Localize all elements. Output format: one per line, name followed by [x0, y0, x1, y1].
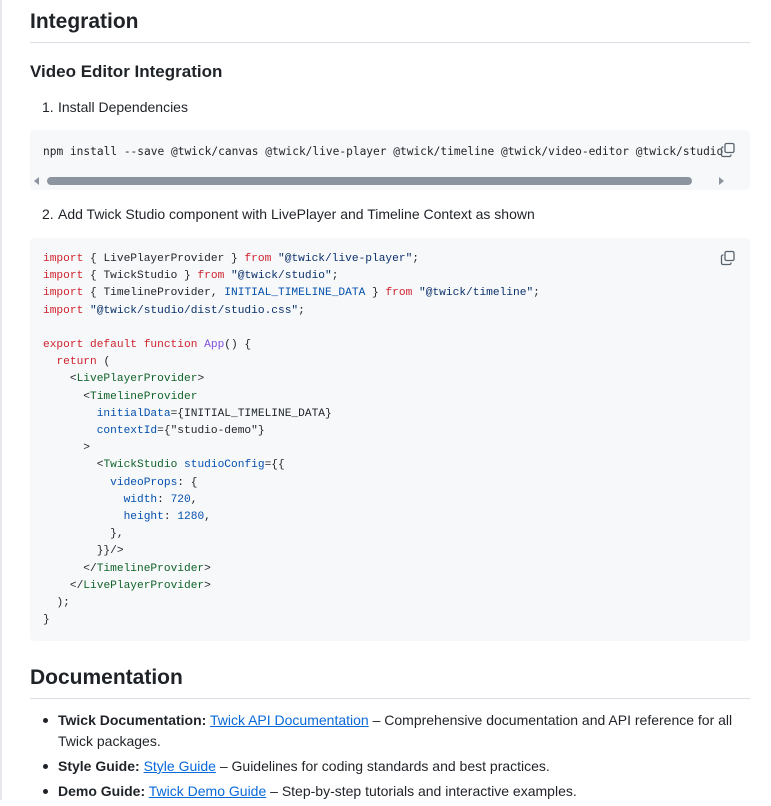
code-line: import { TimelineProvider, INITIAL_TIMELINE_DATA } from "@twick/timeline";: [43, 287, 540, 300]
scroll-left-arrow-icon[interactable]: [34, 177, 39, 185]
twick-demo-guide-link[interactable]: Twick Demo Guide: [148, 783, 267, 799]
video-editor-integration-heading: Video Editor Integration: [30, 62, 223, 81]
code-line: initialData={INITIAL_TIMELINE_DATA}: [96, 407, 332, 420]
doc-item-description: – Guidelines for coding standards and best practices.: [215, 758, 550, 774]
documentation-heading: Documentation: [30, 664, 750, 699]
code-line: >: [83, 442, 91, 455]
studio-code-block: [30, 238, 750, 641]
code-line: contextId={"studio-demo"}: [96, 425, 265, 438]
style-guide-link[interactable]: Style Guide: [143, 758, 216, 774]
code-line: );: [56, 597, 70, 610]
code-line: },: [110, 528, 124, 541]
code-line: </LivePlayerProvider>: [43, 579, 211, 592]
code-listing: [43, 251, 540, 629]
documentation-list: [30, 710, 750, 806]
code-line: import { LivePlayerProvider } from "@twick/live-player";: [43, 253, 420, 265]
copy-icon: [720, 250, 736, 266]
step-add-twick-studio: [42, 204, 535, 224]
code-line: <TimelineProvider: [43, 390, 198, 403]
scroll-right-arrow-icon[interactable]: [719, 177, 724, 185]
page-left-border: [0, 0, 2, 800]
doc-item-label: Twick Documentation:: [58, 712, 207, 728]
step-label: Add Twick Studio component with LivePlayer and Timeline Context as shown: [58, 206, 535, 222]
code-line: videoProps: {: [110, 476, 198, 489]
copy-code-button[interactable]: [720, 250, 736, 266]
install-command-block: [30, 130, 750, 190]
list-item: [58, 710, 750, 752]
doc-item-label: Style Guide:: [58, 758, 140, 774]
doc-item-description: – Comprehensive documentation and API reference for all Twick packages.: [58, 712, 733, 749]
copy-icon: [720, 142, 736, 158]
step-install-dependencies: [42, 97, 188, 117]
integration-heading: Integration: [30, 8, 750, 43]
step-label: Install Dependencies: [58, 99, 188, 115]
step-number: 2.: [42, 206, 54, 222]
scrollbar-thumb[interactable]: [47, 177, 692, 185]
list-item: [58, 756, 750, 777]
code-line: </TimelineProvider>: [43, 562, 211, 575]
twick-api-documentation-link[interactable]: Twick API Documentation: [209, 712, 369, 728]
code-line: }}/>: [96, 545, 124, 558]
code-line: return (: [56, 356, 111, 369]
code-line: import "@twick/studio/dist/studio.css";: [43, 304, 305, 317]
step-number: 1.: [42, 99, 54, 115]
code-line: <LivePlayerProvider>: [43, 373, 205, 386]
horizontal-scrollbar[interactable]: [30, 174, 720, 188]
install-command: npm install --save @twick/canvas @twick/live-player @twick/timeline @twick/video-editor @twick/studio: [43, 145, 724, 158]
doc-item-description: – Step-by-step tutorials and interactive examples.: [266, 783, 577, 799]
code-line: height: 1280,: [123, 511, 211, 524]
doc-item-label: Demo Guide:: [58, 783, 146, 799]
code-line: <TwickStudio studioConfig={{: [43, 459, 285, 472]
code-line: import { TwickStudio } from "@twick/studio";: [43, 270, 339, 283]
copy-install-command-button[interactable]: [720, 142, 736, 158]
list-item: [58, 781, 750, 802]
code-line: export default function App() {: [43, 339, 252, 352]
code-line: }: [43, 614, 50, 627]
code-line: width: 720,: [123, 493, 198, 506]
